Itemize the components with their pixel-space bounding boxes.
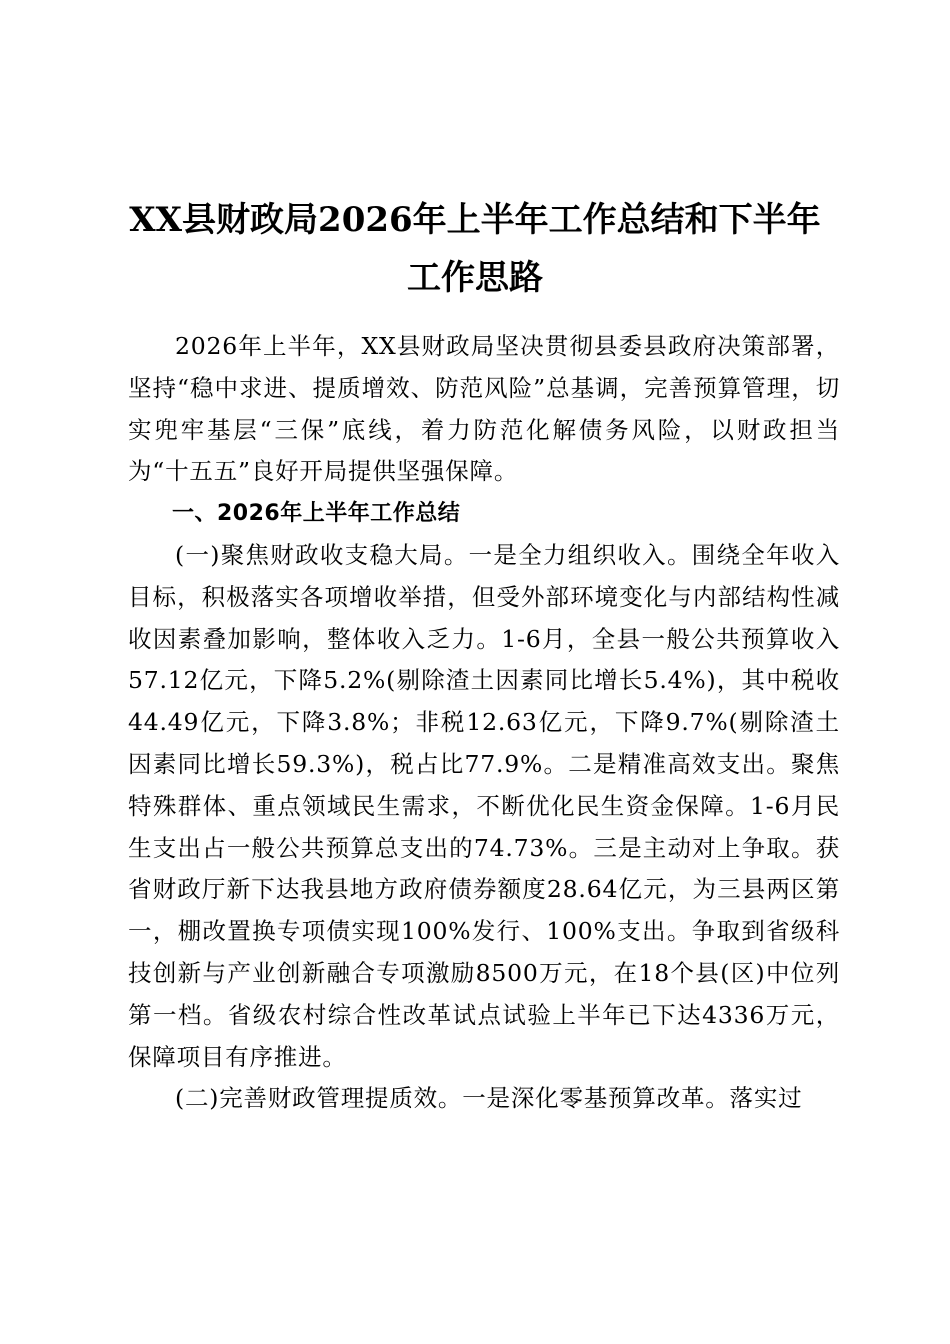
item-paragraph-1 xyxy=(128,535,840,1078)
title-line-1: XX县财政局2026年上半年工作总结和下半年 xyxy=(129,199,821,240)
document-body xyxy=(128,326,840,1120)
title-line-2: 工作思路 xyxy=(407,257,543,298)
intro-paragraph: 2026年上半年，XX县财政局坚决贯彻县委县政府决策部署，坚持“稳中求进、提质增效、防范风险”总基调，完善预算管理，切实兜牢基层“三保”底线，着力防范化解债务风险，以财政担当为“十五五”良好开局提供坚强保障。 xyxy=(128,332,840,486)
item-text-1: 一是全力组织收入。围绕全年收入目标，积极落实各项增收举措，但受外部环境变化与内部结构性减收因素叠加影响，整体收入乏力。1-6月，全县一般公共预算收入57.12亿元，下降5.2%(剔除渣土因素同比增长5.4%)，其中税收44.49亿元，下降3.8%；非税12.63亿元，下降9.7%(剔除渣土因素同比增长59.3%)，税占比77.9%。二是精准高效支出。聚焦特殊群体、重点领域民生需求，不断优化民生资金保障。1-6月民生支出占一般公共预算总支出的74.73%。三是主动对上争取。获省财政厅新下达我县地方政府债券额度28.64亿元，为三县两区第一，棚改置换专项债实现100%发行、100%支出。争取到省级科技创新与产业创新融合专项激励8500万元，在18个县(区)中位列第一档。省级农村综合性改革试点试验上半年已下达4336万元，保障项目有序推进。 xyxy=(128,540,840,1071)
item-label-1: (一)聚焦财政收支稳大局。 xyxy=(175,540,469,569)
item-paragraph-2 xyxy=(128,1078,840,1120)
item-text-2: 一是深化零基预算改革。落实过 xyxy=(462,1084,803,1113)
item-label-2: (二)完善财政管理提质效。 xyxy=(175,1084,463,1113)
document-title xyxy=(100,191,850,307)
section-heading: 一、2026年上半年工作总结 xyxy=(172,501,461,527)
